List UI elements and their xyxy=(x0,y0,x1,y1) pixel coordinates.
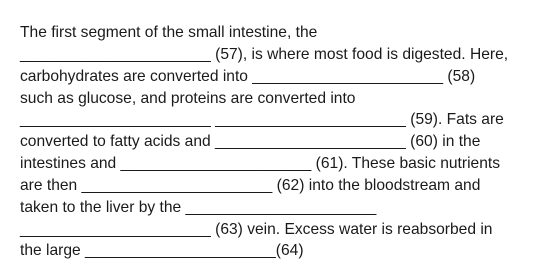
passage-line-6: converted to fatty acids and ______________________ (60) in the xyxy=(20,133,481,151)
passage-line-2: ______________________ (57), is where most food is digested. Here, xyxy=(20,45,509,63)
passage-line-5: ______________________ ______________________ (59). Fats are xyxy=(20,111,504,129)
fill-in-the-blank-passage xyxy=(20,22,548,262)
passage-line-10: ______________________ (63) vein. Excess water is reabsorbed in xyxy=(20,220,493,238)
passage-line-8: are then ______________________ (62) into the bloodstream and xyxy=(20,176,481,194)
passage-line-4: such as glucose, and proteins are converted into xyxy=(20,89,356,107)
passage-line-11: the large ______________________(64) xyxy=(20,242,304,260)
passage-line-1: The first segment of the small intestine, the xyxy=(20,24,318,41)
passage-line-3: carbohydrates are converted into ______________________ (58) xyxy=(20,67,476,85)
passage-line-7: intestines and ______________________ (61). These basic nutrients xyxy=(20,155,501,173)
passage-line-9: taken to the liver by the ______________________ xyxy=(20,198,377,216)
